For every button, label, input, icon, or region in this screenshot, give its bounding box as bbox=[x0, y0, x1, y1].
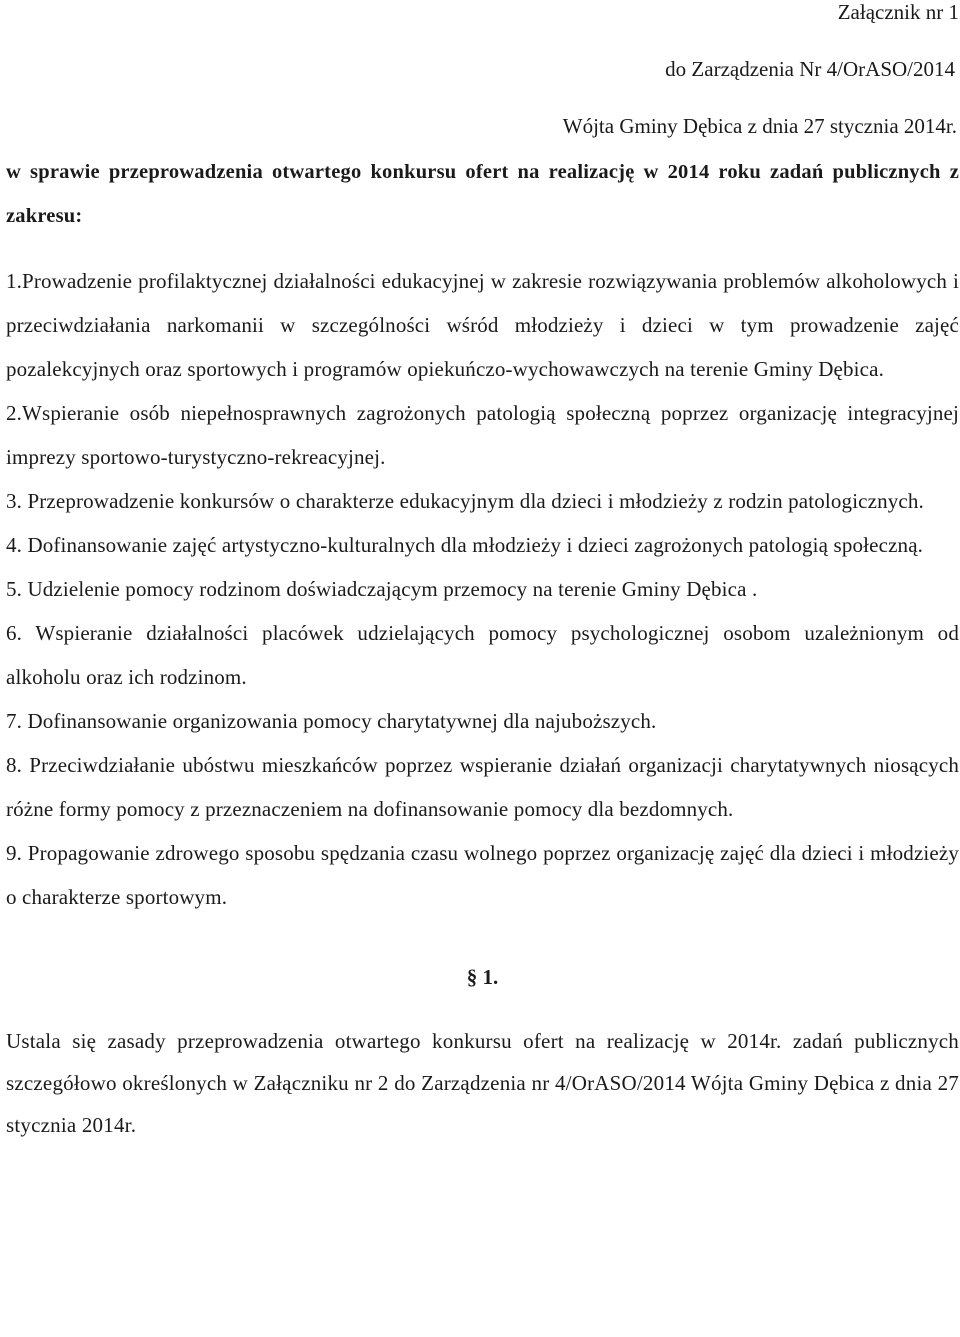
task-item-3: 3. Przeprowadzenie konkursów o charakterze edukacyjnym dla dzieci i młodzieży z rodzin patologicznych. bbox=[6, 488, 924, 513]
attachment-title: Załącznik nr 1 bbox=[837, 0, 959, 24]
issuer-line: Wójta Gminy Dębica z dnia 27 stycznia 2014r. bbox=[562, 114, 957, 138]
document-page bbox=[6, 0, 959, 1167]
task-item-8: 8. Przeciwdziałanie ubóstwu mieszkańców poprzez wspieranie działań organizacji charytatywnych niosących różne formy pomocy z przeznaczeniem na dofinansowanie pomocy dla bezdomnych. bbox=[6, 752, 959, 821]
task-item-7: 7. Dofinansowanie organizowania pomocy charytatywnej dla najuboższych. bbox=[6, 708, 657, 733]
task-item-1: 1.Prowadzenie profilaktycznej działalności edukacyjnej w zakresie rozwiązywania problemów alkoholowych i przeciwdziałania narkomanii w szczególności wśród młodzieży i dzieci w tym prowadzenie zajęć pozalekcyjnych oraz sportowych i programów opiekuńczo-wychowawczych na terenie Gminy Dębica. bbox=[6, 268, 959, 381]
section-heading: § 1. bbox=[466, 964, 499, 989]
task-list bbox=[6, 259, 959, 919]
section-paragraph: Ustala się zasady przeprowadzenia otwartego konkursu ofert na realizację w 2014r. zadań publicznych szczegółowo określonych w Załączniku nr 2 do Zarządzenia nr 4/OrASO/2014 Wójta Gminy Dębica z dnia 27 stycznia 2014r. bbox=[6, 1028, 959, 1137]
task-item-6: 6. Wspieranie działalności placówek udzielających pomocy psychologicznej osobom uzależnionym od alkoholu oraz ich rodzinom. bbox=[6, 620, 959, 689]
task-item-4: 4. Dofinansowanie zajęć artystyczno-kulturalnych dla młodzieży i dzieci zagrożonych patologią społeczną. bbox=[6, 532, 924, 557]
task-item-5: 5. Udzielenie pomocy rodzinom doświadczającym przemocy na terenie Gminy Dębica . bbox=[6, 576, 758, 601]
regulation-reference: do Zarządzenia Nr 4/OrASO/2014 bbox=[665, 57, 955, 81]
task-item-2: 2.Wspieranie osób niepełnosprawnych zagrożonych patologią społeczną poprzez organizację integracyjnej imprezy sportowo-turystyczno-rekreacyjnej. bbox=[6, 400, 959, 469]
task-item-9: 9. Propagowanie zdrowego sposobu spędzania czasu wolnego poprzez organizację zajęć dla dzieci i młodzieży o charakterze sportowym. bbox=[6, 840, 959, 909]
subject-heading: w sprawie przeprowadzenia otwartego konkursu ofert na realizację w 2014 roku zadań publicznych z zakresu: bbox=[6, 161, 959, 227]
